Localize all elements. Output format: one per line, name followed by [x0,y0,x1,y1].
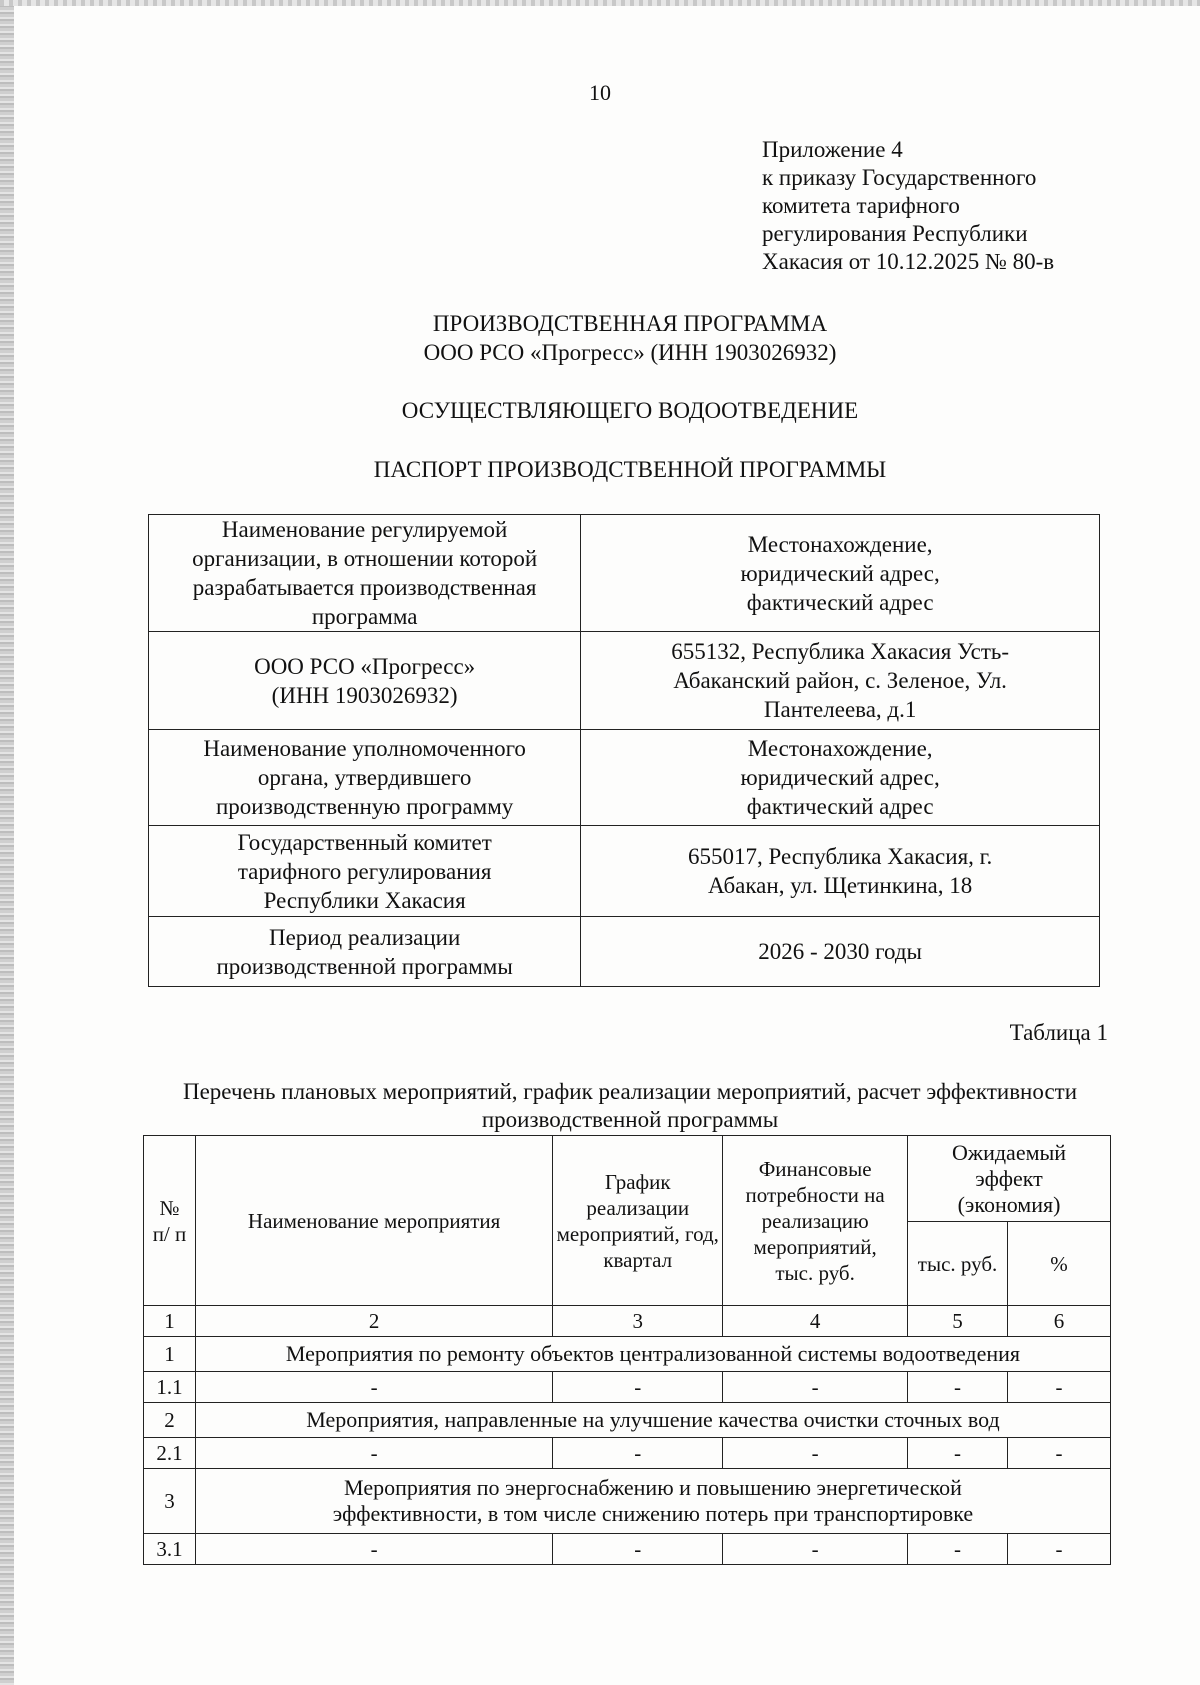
organization-title: ООО РСО «Прогресс» (ИНН 1903026932) [423,340,837,365]
program-title: ПРОИЗВОДСТВЕННАЯ ПРОГРАММА [432,311,828,336]
section-row [144,1403,1111,1438]
section-row [144,1469,1111,1534]
table-row [144,1372,1111,1403]
table-cell: Местонахождение, юридический адрес, фактический адрес [581,730,1100,826]
table-cell: 655017, Республика Хакасия, г. Абакан, ул. Щетинкина, 18 [581,826,1100,917]
column-number: 1 [144,1306,196,1337]
section-row [144,1337,1111,1372]
section-number: 2 [144,1403,196,1438]
table-row [149,515,1100,632]
section-title: Мероприятия, направленные на улучшение качества очистки сточных вод [195,1403,1110,1438]
column-number: 3 [553,1306,723,1337]
table-row [144,1438,1111,1469]
header-finance: Финансовые потребности на реализацию мероприятий, тыс. руб. [723,1136,908,1306]
table-cell: - [195,1372,552,1403]
table-cell: - [1008,1534,1111,1565]
table-cell: Наименование уполномоченного органа, утвердившего производственную программу [149,730,581,826]
table-cell: 655132, Республика Хакасия Усть-Абаканский район, с. Зеленое, Ул. Пантелеева, д.1 [581,632,1100,730]
header-effect: Ожидаемый эффект (экономия) [908,1136,1111,1222]
table-cell: - [723,1534,908,1565]
table-row [149,826,1100,917]
header-effect-pct: % [1008,1222,1111,1306]
column-number: 6 [1008,1306,1111,1337]
section-title: Мероприятия по ремонту объектов централизованной системы водоотведения [195,1337,1110,1372]
page-number: 10 [589,80,611,105]
header-name: Наименование мероприятия [195,1136,552,1306]
table-title: Перечень плановых мероприятий, график реализации мероприятий, расчет эффективности производственной программы [182,1079,1078,1132]
table-cell: - [908,1372,1008,1403]
table-cell: 3.1 [144,1534,196,1565]
table-cell: - [553,1534,723,1565]
table-row [149,730,1100,826]
table-cell: Государственный комитет тарифного регулирования Республики Хакасия [149,826,581,917]
section-number: 1 [144,1337,196,1372]
table-cell: - [723,1372,908,1403]
table-cell: - [553,1372,723,1403]
table-row [149,917,1100,987]
header-schedule: График реализации мероприятий, год, квартал [553,1136,723,1306]
appendix-line: регулирования Республики [762,221,1028,246]
table-cell: Местонахождение, юридический адрес, фактический адрес [581,515,1100,632]
appendix-block [762,136,1054,276]
table-cell: - [195,1534,552,1565]
appendix-line: Хакасия от 10.12.2025 № 80-в [762,249,1055,274]
scan-edge-top [0,0,1200,6]
section-title: Мероприятия по энергоснабжению и повышению энергетической эффективности, в том числе снижению потерь при транспортировке [195,1469,1110,1534]
table-row [149,632,1100,730]
table-cell: 2.1 [144,1438,196,1469]
table-cell: Период реализации производственной программы [149,917,581,987]
table-cell: - [195,1438,552,1469]
table-cell: - [1008,1438,1111,1469]
passport-table [148,514,1100,987]
section-number: 3 [144,1469,196,1534]
header-num: № п/ п [144,1136,196,1306]
table-cell: - [723,1438,908,1469]
scan-edge-left [0,0,14,1685]
appendix-line: к приказу Государственного [762,165,1037,190]
table-cell: - [908,1438,1008,1469]
measures-table [143,1135,1111,1565]
table-cell: - [1008,1372,1111,1403]
appendix-line: комитета тарифного [762,193,960,218]
table-header-row [144,1136,1111,1222]
column-number: 5 [908,1306,1008,1337]
table-cell: - [553,1438,723,1469]
activity-title: ОСУЩЕСТВЛЯЮЩЕГО ВОДООТВЕДЕНИЕ [401,398,859,423]
table-cell: Наименование регулируемой организации, в отношении которой разрабатывается производственная программа [149,515,581,632]
table-row [144,1534,1111,1565]
passport-title: ПАСПОРТ ПРОИЗВОДСТВЕННОЙ ПРОГРАММЫ [373,457,887,482]
header-effect-rub: тыс. руб. [908,1222,1008,1306]
table-cell: - [908,1534,1008,1565]
column-number-row [144,1306,1111,1337]
appendix-line: Приложение 4 [762,137,903,162]
column-number: 4 [723,1306,908,1337]
table-cell: ООО РСО «Прогресс» (ИНН 1903026932) [149,632,581,730]
table-label: Таблица 1 [1009,1020,1108,1045]
column-number: 2 [195,1306,552,1337]
table-cell: 2026 - 2030 годы [581,917,1100,987]
table-cell: 1.1 [144,1372,196,1403]
